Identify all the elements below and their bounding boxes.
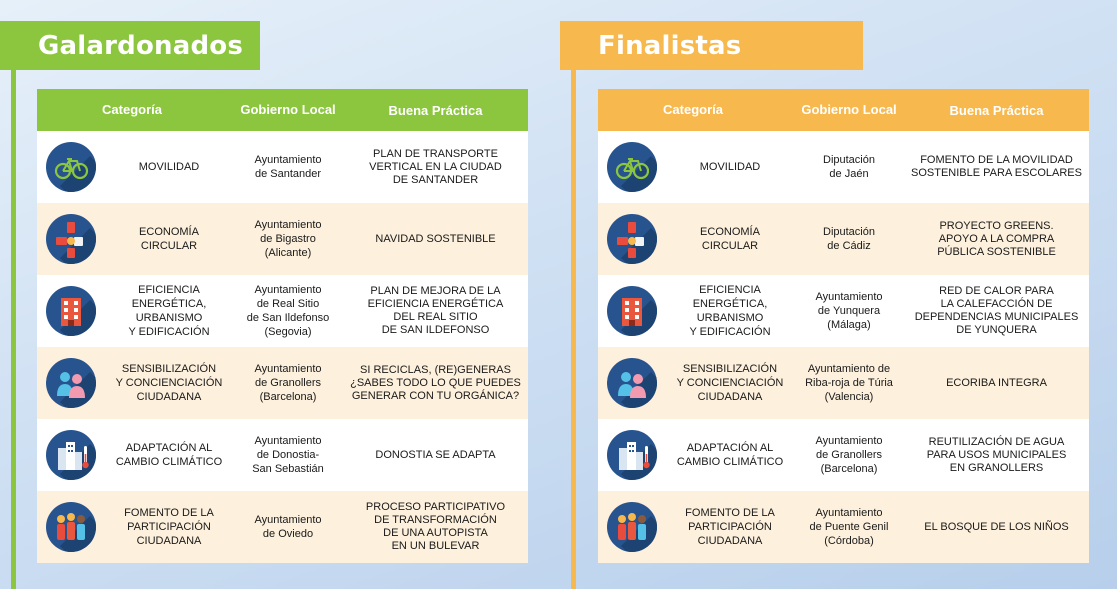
categoria-text: EFICIENCIA ENERGÉTICA, URBANISMO Y EDIFICACIÓN — [689, 284, 771, 338]
practica-text: FOMENTO DE LA MOVILIDAD SOSTENIBLE PARA ESCOLARES — [911, 154, 1082, 179]
people-silhouettes-icon — [46, 358, 96, 408]
table-row — [598, 131, 1089, 203]
categoria-text: FOMENTO DE LA PARTICIPACIÓN CIUDADANA — [124, 507, 214, 547]
gobierno-text: Diputación de Jaén — [823, 154, 875, 180]
people-silhouettes-icon — [607, 358, 657, 408]
table-row — [598, 275, 1089, 347]
gobierno-text: Ayuntamiento de Granollers (Barcelona) — [254, 363, 322, 403]
finalistas-accent-line — [571, 70, 576, 589]
finalistas-panel — [560, 0, 1117, 589]
header-buena-practica: Buena Práctica — [949, 102, 1044, 118]
citizens-icon — [46, 502, 96, 552]
galardonados-table-header — [37, 89, 528, 131]
citizens-icon — [607, 502, 657, 552]
gobierno-text: Ayuntamiento de Donostia- San Sebastián — [252, 435, 324, 475]
table-row — [37, 491, 528, 563]
categoria-text: EFICIENCIA ENERGÉTICA, URBANISMO Y EDIFICACIÓN — [128, 284, 210, 338]
gobierno-text: Ayuntamiento de Riba-roja de Túria (Valencia) — [805, 363, 893, 403]
practica-text: REUTILIZACIÓN DE AGUA PARA USOS MUNICIPALES EN GRANOLLERS — [926, 435, 1067, 474]
recycling-icon — [46, 214, 96, 264]
building-icon — [607, 286, 657, 336]
categoria-text: MOVILIDAD — [138, 161, 200, 173]
gobierno-text: Diputación de Cádiz — [823, 226, 875, 252]
gobierno-text: Ayuntamiento de Bigastro (Alicante) — [254, 219, 322, 259]
categoria-text: MOVILIDAD — [699, 161, 761, 173]
table-row — [598, 347, 1089, 419]
galardonados-panel — [0, 0, 540, 589]
categoria-text: SENSIBILIZACIÓN Y CONCIENCIACIÓN CIUDADANA — [676, 363, 784, 403]
galardonados-accent-line — [11, 70, 16, 589]
practica-text: RED DE CALOR PARA LA CALEFACCIÓN DE DEPENDENCIAS MUNICIPALES DE YUNQUERA — [914, 285, 1079, 336]
header-categoria: Categoría — [102, 102, 162, 117]
practica-text: PLAN DE TRANSPORTE VERTICAL EN LA CIUDAD DE SANTANDER — [369, 147, 502, 186]
city-thermometer-icon — [607, 430, 657, 480]
gobierno-text: Ayuntamiento de Oviedo — [254, 514, 322, 540]
practica-text: PLAN DE MEJORA DE LA EFICIENCIA ENERGÉTICA DEL REAL SITIO DE SAN ILDEFONSO — [367, 285, 504, 336]
finalistas-table-header — [598, 89, 1089, 131]
header-buena-practica: Buena Práctica — [388, 102, 483, 118]
categoria-text: ADAPTACIÓN AL CAMBIO CLIMÁTICO — [676, 442, 784, 468]
gobierno-text: Ayuntamiento de Yunquera (Málaga) — [815, 291, 883, 331]
table-row — [37, 131, 528, 203]
table-row — [37, 203, 528, 275]
categoria-text: ADAPTACIÓN AL CAMBIO CLIMÁTICO — [115, 442, 223, 468]
table-row — [37, 347, 528, 419]
practica-text: NAVIDAD SOSTENIBLE — [375, 232, 496, 245]
bicycle-icon — [607, 142, 657, 192]
header-categoria: Categoría — [663, 102, 723, 117]
categoria-text: FOMENTO DE LA PARTICIPACIÓN CIUDADANA — [685, 507, 775, 547]
table-row — [37, 419, 528, 491]
practica-text: DONOSTIA SE ADAPTA — [375, 448, 496, 461]
building-icon — [46, 286, 96, 336]
galardonados-table — [37, 89, 528, 563]
header-gobierno-local: Gobierno Local — [801, 102, 897, 117]
table-row — [598, 203, 1089, 275]
categoria-text: SENSIBILIZACIÓN Y CONCIENCIACIÓN CIUDADANA — [115, 363, 223, 403]
practica-text: PROCESO PARTICIPATIVO DE TRANSFORMACIÓN DE UNA AUTOPISTA EN UN BULEVAR — [365, 501, 506, 552]
practica-text: PROYECTO GREENS. APOYO A LA COMPRA PÚBLICA SOSTENIBLE — [937, 219, 1056, 258]
practica-text: EL BOSQUE DE LOS NIÑOS — [924, 520, 1069, 533]
recycling-icon — [607, 214, 657, 264]
gobierno-text: Ayuntamiento de Granollers (Barcelona) — [815, 435, 883, 475]
gobierno-text: Ayuntamiento de Real Sitio de San Ildefonso (Segovia) — [246, 284, 330, 338]
categoria-text: ECONOMÍA CIRCULAR — [700, 226, 760, 252]
city-thermometer-icon — [46, 430, 96, 480]
galardonados-title: Galardonados — [0, 21, 260, 70]
categoria-text: ECONOMÍA CIRCULAR — [139, 226, 199, 252]
table-row — [37, 275, 528, 347]
header-gobierno-local: Gobierno Local — [240, 102, 336, 117]
finalistas-title: Finalistas — [560, 21, 863, 70]
gobierno-text: Ayuntamiento de Puente Genil (Córdoba) — [809, 507, 889, 547]
practica-text: ECORIBA INTEGRA — [946, 376, 1047, 389]
bicycle-icon — [46, 142, 96, 192]
finalistas-table — [598, 89, 1089, 563]
table-row — [598, 491, 1089, 563]
gobierno-text: Ayuntamiento de Santander — [254, 154, 322, 180]
practica-text: SI RECICLAS, (RE)GENERAS ¿SABES TODO LO QUE PUEDES GENERAR CON TU ORGÁNICA? — [350, 363, 521, 402]
table-row — [598, 419, 1089, 491]
